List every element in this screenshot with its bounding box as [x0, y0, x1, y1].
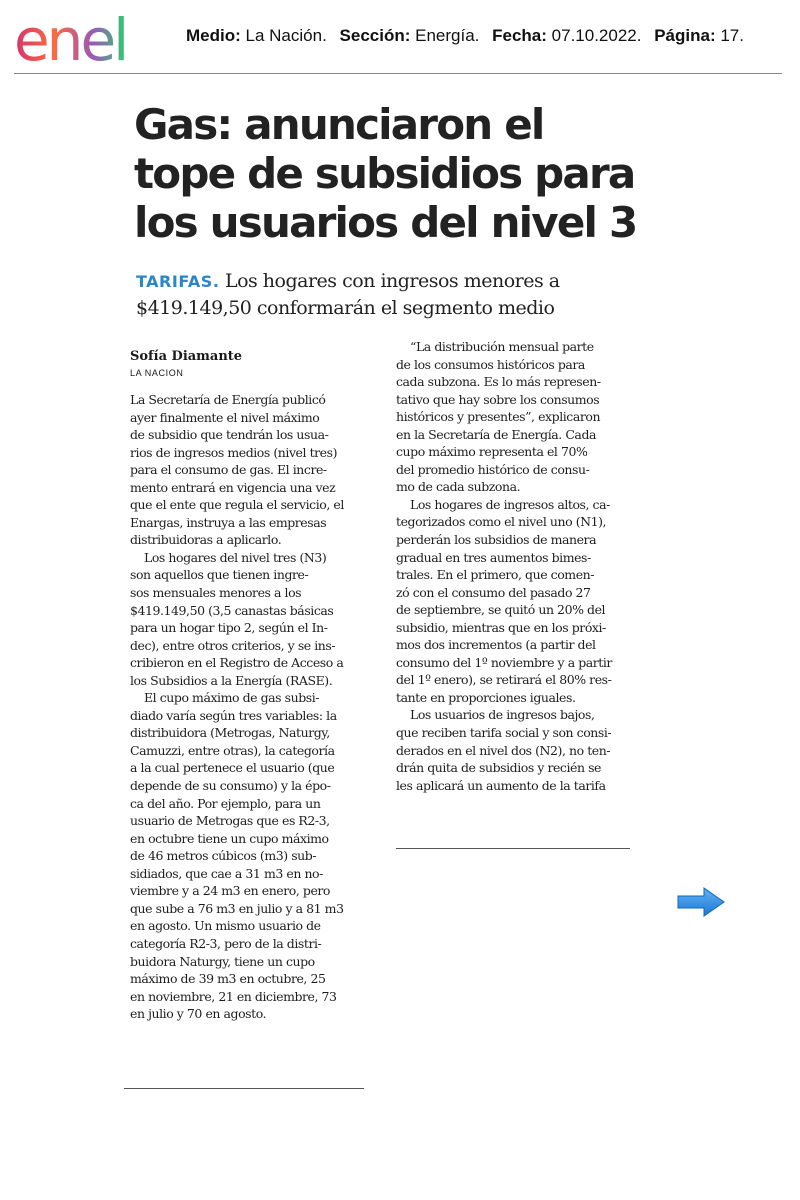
outlet-name: LA NACION — [130, 368, 184, 378]
article-text-line: mos dos incrementos (a partir del — [396, 637, 596, 653]
seccion-value: Energía. — [415, 26, 480, 45]
article-text-line: El cupo máximo de gas subsi- — [144, 690, 320, 706]
author-name: Sofía Diamante — [130, 349, 243, 364]
article-text-line: históricos y presentes”, explicaron — [396, 409, 601, 425]
article-text-line: mento entrará en vigencia una vez — [130, 479, 336, 495]
fecha-label: Fecha: — [492, 26, 547, 45]
article-text-line: los Subsidios a la Energía (RASE). — [130, 672, 333, 688]
article-text-line: ayer finalmente el nivel máximo — [130, 409, 320, 425]
article-text-line: del promedio histórico de consu- — [396, 461, 590, 477]
article-text-line: en octubre tiene un cupo máximo — [130, 830, 329, 846]
article-text-line: para el consumo de gas. El incre- — [130, 462, 327, 478]
article-text-line: del 1º enero), se retirará el 80% res- — [396, 672, 612, 688]
article-text-line: que el ente que regula el servicio, el — [130, 497, 344, 513]
article-text-line: subsidio, mientras que en los próxi- — [396, 619, 606, 635]
article-text-line: máximo de 39 m3 en octubre, 25 — [130, 971, 326, 987]
column-2-end-rule — [396, 848, 630, 849]
article-text-line: en la Secretaría de Energía. Cada — [396, 426, 596, 442]
article-text-line: viembre y a 24 m3 en enero, pero — [130, 883, 330, 899]
article-text-line: que reciben tarifa social y son consi- — [396, 725, 612, 741]
headline-line: Gas: anunciaron el — [134, 100, 544, 149]
article-text-line: trales. En el primero, que comen- — [396, 567, 595, 583]
arrow-right-icon[interactable] — [676, 886, 726, 918]
article-text-line: tegorizados como el nivel uno (N1), — [396, 514, 607, 530]
article-text-line: La Secretaría de Energía publicó — [130, 392, 326, 407]
headline-line: tope de subsidios para — [134, 149, 635, 198]
article-text-line: drán quita de subsidios y recién se — [396, 760, 602, 776]
article-text-line: Enargas, instruya a las empresas — [130, 514, 327, 530]
article-headline — [134, 100, 694, 247]
article-text-line: Los hogares de ingresos altos, ca- — [410, 496, 610, 512]
byline — [130, 348, 370, 380]
article-text-line: sidiados, que cae a 31 m3 en no- — [130, 865, 323, 881]
column-1-end-rule — [124, 1088, 364, 1089]
article-text-line: de septiembre, se quitó un 20% del — [396, 602, 606, 618]
article-text-line: tativo que hay sobre los consumos — [396, 391, 600, 407]
article-text-line: diado varía según tres variables: la — [130, 707, 337, 723]
article-text-line: de subsidio que tendrán los usua- — [130, 427, 329, 443]
dek-line: Los hogares con ingresos menores a — [224, 270, 560, 292]
article-column-1 — [130, 391, 370, 1023]
article-text-line: consumo del 1º noviembre y a partir — [396, 654, 612, 670]
fecha-value: 07.10.2022. — [551, 26, 642, 45]
article-text-line: de los consumos históricos para — [396, 356, 585, 372]
article-text-line: zó con el consumo del pasado 27 — [396, 584, 591, 600]
article-text-line: Los usuarios de ingresos bajos, — [410, 707, 595, 723]
article-text-line: dec), entre otros criterios, y se ins- — [130, 637, 336, 653]
article-text-line: categoría R2-3, pero de la distri- — [130, 935, 322, 951]
article-text-line: usuario de Metrogas que es R2-3, — [130, 813, 330, 829]
article-dek — [136, 268, 696, 321]
article-text-line: Camuzzi, entre otras), la categoría — [130, 742, 335, 758]
section-kicker: TARIFAS. — [136, 272, 220, 291]
article-text-line: $419.149,50 (3,5 canastas básicas — [130, 602, 334, 618]
article-text-line: cada subzona. Es lo más represen- — [396, 374, 601, 390]
article-text-line: “La distribución mensual parte — [410, 339, 594, 354]
article-text-line: tante en proporciones iguales. — [396, 689, 576, 705]
headline-line: los usuarios del nivel 3 — [134, 198, 637, 247]
article-text-line: derados en el nivel dos (N2), no ten- — [396, 742, 611, 758]
article-text-line: les aplicará un aumento de la tarifa — [396, 777, 606, 793]
article-text-line: sos mensuales menores a los — [130, 585, 302, 601]
article-text-line: en agosto. Un mismo usuario de — [130, 918, 321, 934]
article-text-line: depende de su consumo) y la épo- — [130, 778, 331, 794]
article-text-line: mo de cada subzona. — [396, 479, 521, 495]
article-text-line: gradual en tres aumentos bimes- — [396, 549, 591, 565]
pagina-label: Página: — [654, 26, 716, 45]
article-text-line: que sube a 76 m3 en julio y a 81 m3 — [130, 900, 344, 916]
article-text-line: de 46 metros cúbicos (m3) sub- — [130, 848, 317, 864]
article-text-line: distribuidoras a aplicarlo. — [130, 532, 282, 548]
article-text-line: distribuidora (Metrogas, Naturgy, — [130, 725, 330, 741]
article-text-line: Los hogares del nivel tres (N3) — [144, 549, 327, 565]
article-text-line: buidora Naturgy, tiene un cupo — [130, 953, 315, 969]
pagina-value: 17. — [720, 26, 744, 45]
medio-value: La Nación. — [245, 26, 327, 45]
logo-text: enel — [14, 6, 127, 68]
article-text-line: para un hogar tipo 2, según el In- — [130, 620, 328, 636]
header-divider — [14, 73, 782, 74]
article-text-line: cupo máximo representa el 70% — [396, 444, 588, 460]
article-text-line: cribieron en el Registro de Acceso a — [130, 655, 344, 671]
article-text-line: perderán los subsidios de manera — [396, 532, 597, 548]
press-clipping-metadata — [186, 26, 786, 46]
article-text-line: en julio y 70 en agosto. — [130, 1006, 267, 1022]
dek-line: $419.149,50 conformarán el segmento medio — [136, 297, 555, 319]
article-column-2 — [396, 338, 636, 794]
seccion-label: Sección: — [339, 26, 411, 45]
article-text-line: ca del año. Por ejemplo, para un — [130, 795, 321, 811]
article-text-line: en noviembre, 21 en diciembre, 73 — [130, 988, 337, 1004]
article-text-line: rios de ingresos medios (nivel tres) — [130, 444, 338, 460]
article-text-line: son aquellos que tienen ingre- — [130, 567, 309, 583]
enel-logo — [14, 6, 174, 68]
medio-label: Medio: — [186, 26, 241, 45]
article-text-line: a la cual pertenece el usuario (que — [130, 760, 335, 776]
